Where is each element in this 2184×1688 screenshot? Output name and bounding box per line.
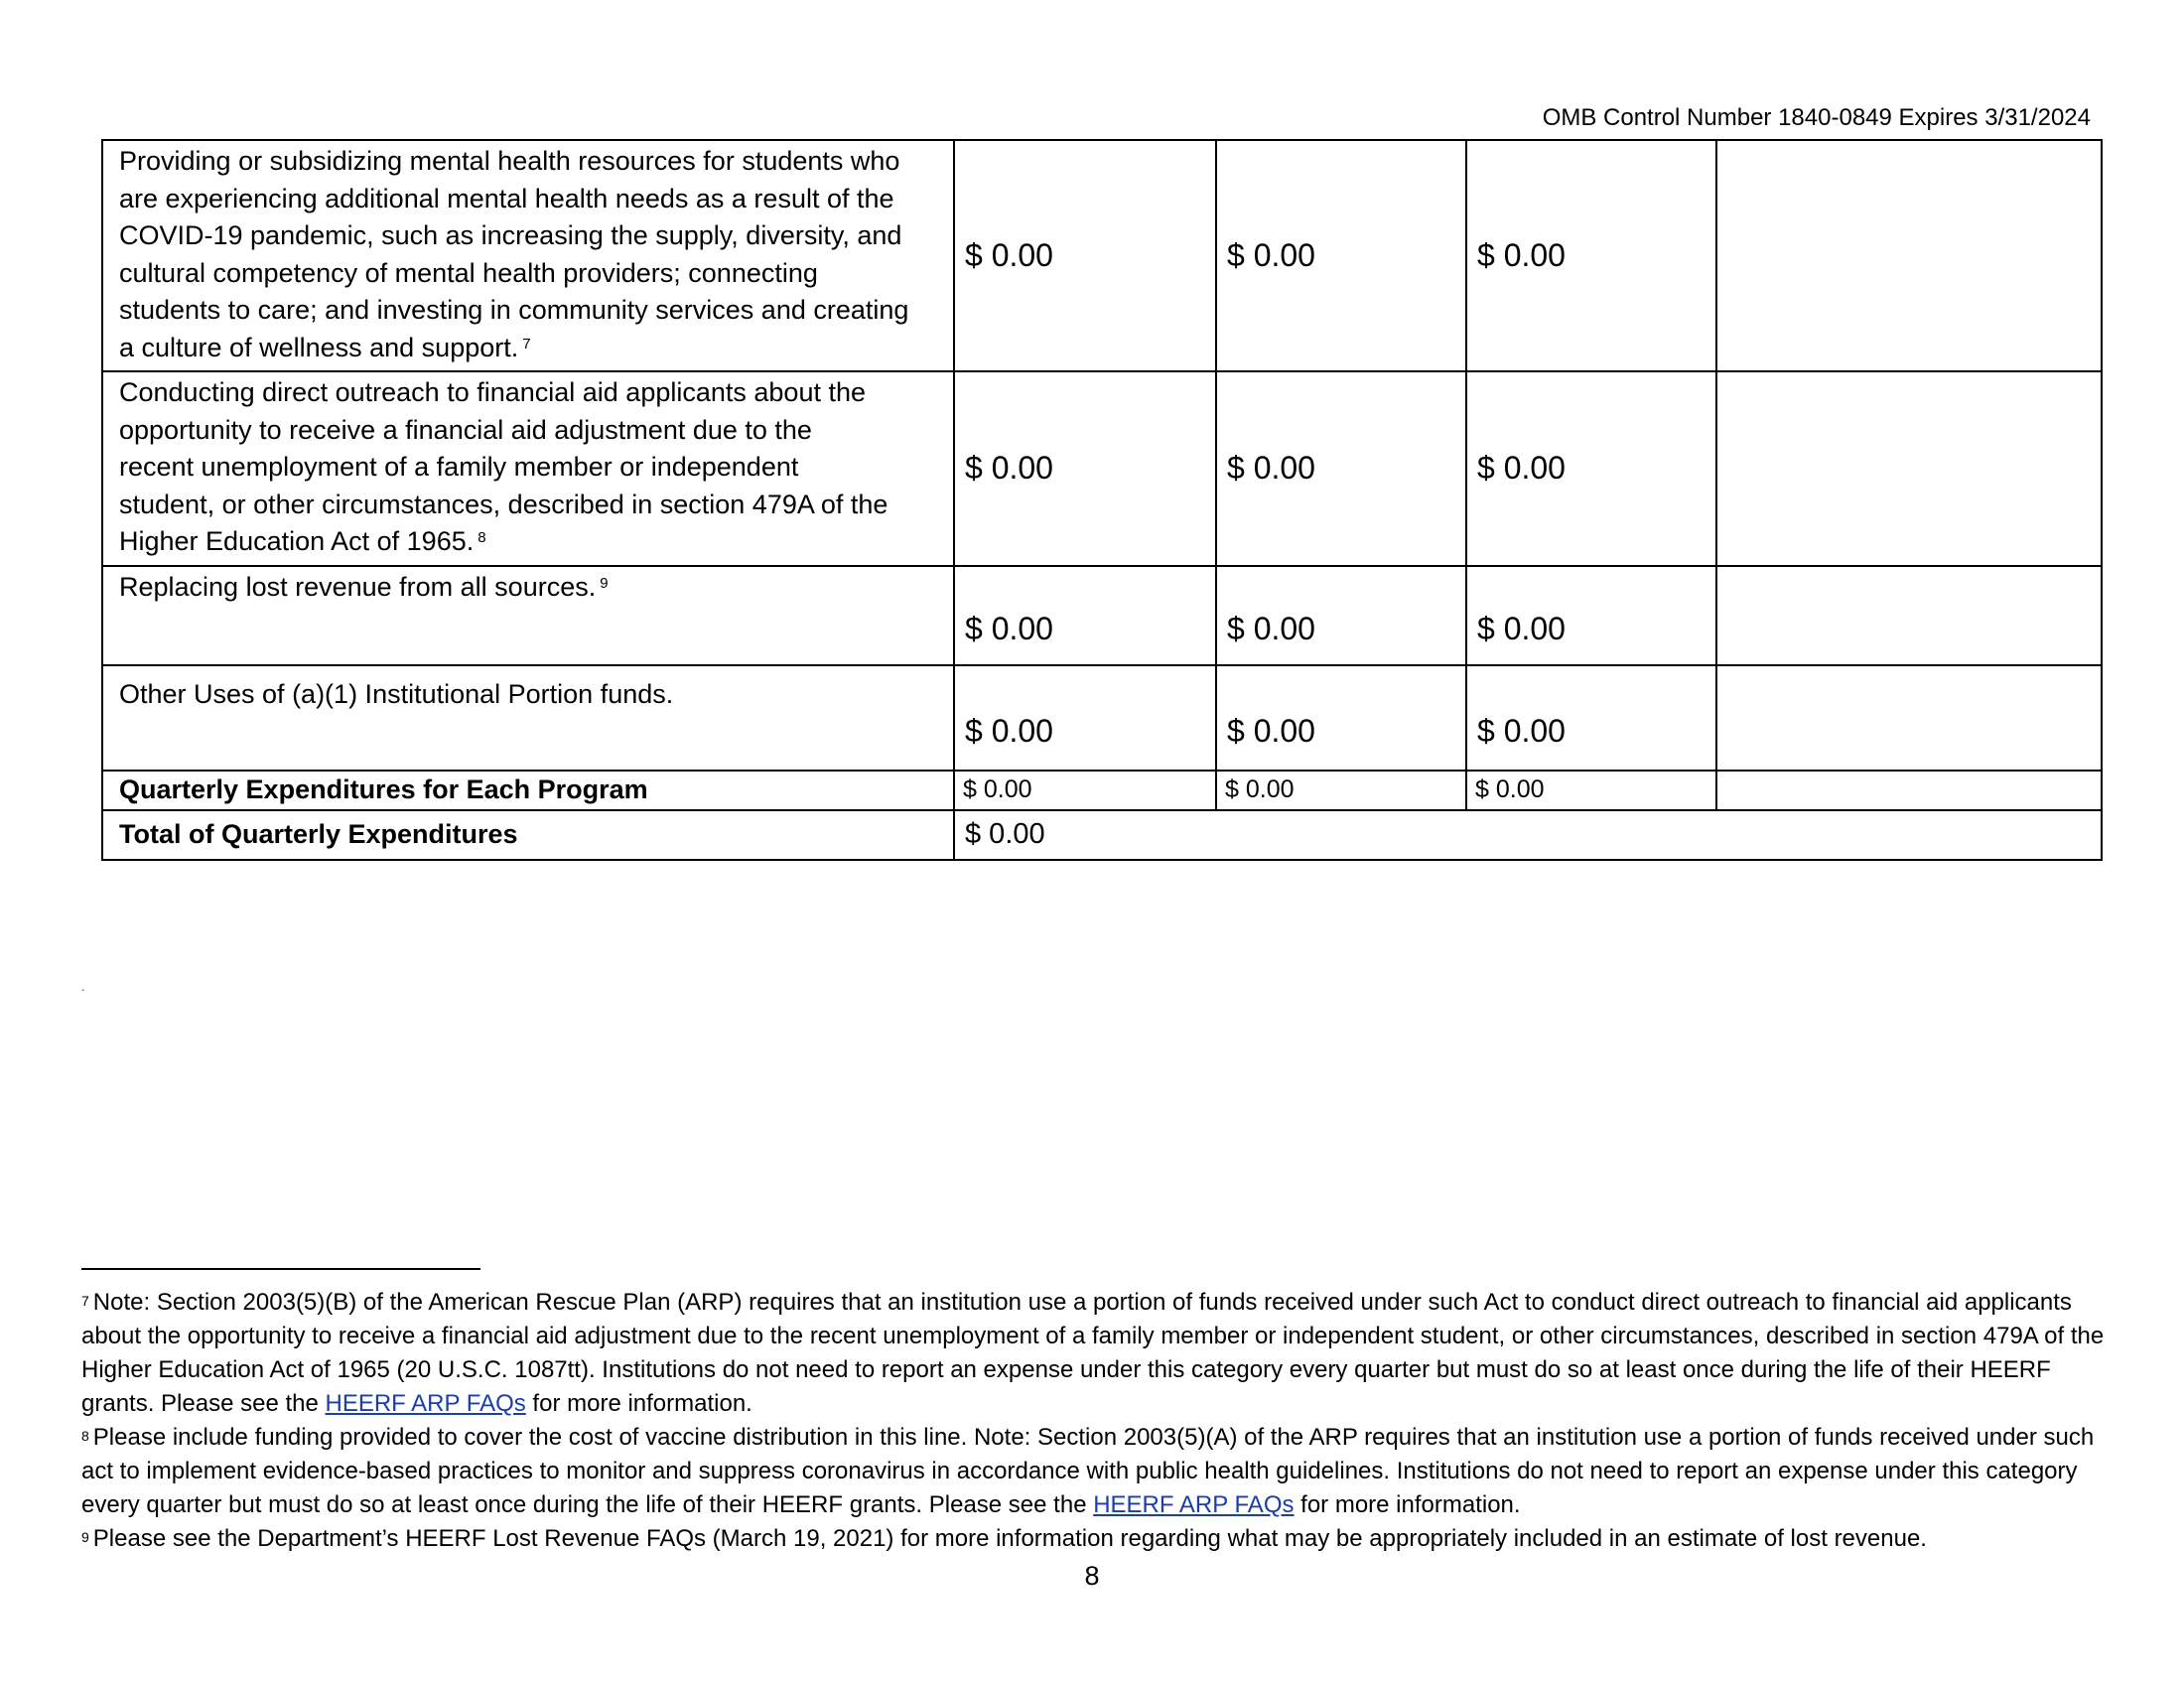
heerf-arp-faqs-link[interactable]: HEERF ARP FAQs [325,1390,526,1417]
amount-q4[interactable] [1716,665,2102,771]
quarterly-q1: $ 0.00 [954,771,1216,810]
stray-mark: ` [81,989,85,1000]
footnote-ref: 8 [478,529,486,546]
total-label: Total of Quarterly Expenditures [102,810,954,860]
quarterly-label: Quarterly Expenditures for Each Program [102,771,954,810]
footnote-7: $^7$ Note: Section 2003(5)(B) of the American Rescue Plan (ARP) requires that an institution use a portion of funds received under such Act to conduct direct outreach to financial aid applicants about the opportunity to receive a financial aid adjustment due to the recent unemployment of a family member or independent student, or other circumstances, described in section 479A of the Higher Education Act of 1965 (20 U.S.C. 1087tt). Institutions do not need to report an expense under this category every quarter but must do so at least once during the life of their HEERF grants. Please see the HEERF ARP FAQs for more information. [81,1289,2105,1417]
total-value: $ 0.00 [954,810,2102,860]
total-row [102,810,2102,860]
footnote-9: $^9$ Please see the Department’s HEERF Lost Revenue FAQs (March 19, 2021) for more information regarding what may be appropriately included in an estimate of lost revenue. [81,1525,1927,1552]
quarterly-q4 [1716,771,2102,810]
amount-q3[interactable]: $ 0.00 [1466,140,1716,371]
amount-q1[interactable]: $ 0.00 [954,566,1216,665]
footnote-8: $^8$ Please include funding provided to cover the cost of vaccine distribution in this line. Note: Section 2003(5)(A) of the ARP requires that an institution use a portion of funds received under such act to implement evidence-based practices to monitor and suppress coronavirus in accordance with public health guidelines. Institutions do not need to report an expense under this category every quarter but must do so at least once during the life of their HEERF grants. Please see the HEERF ARP FAQs for more information. [81,1424,2095,1518]
amount-q2[interactable]: $ 0.00 [1216,566,1466,665]
table-row [102,665,2102,771]
footnote-separator [81,1268,480,1270]
table-row [102,371,2102,566]
table-row [102,140,2102,371]
amount-q1[interactable]: $ 0.00 [954,665,1216,771]
amount-q3[interactable]: $ 0.00 [1466,665,1716,771]
page-number: 8 [1084,1561,1100,1591]
expenditures-table [101,139,2103,861]
omb-control-number: OMB Control Number 1840-0849 Expires 3/31/2024 [1542,104,2091,131]
amount-q3[interactable]: $ 0.00 [1466,371,1716,566]
row-description: Other Uses of (a)(1) Institutional Portion funds. [102,665,954,771]
quarterly-q2: $ 0.00 [1216,771,1466,810]
table-row [102,566,2102,665]
amount-q2[interactable]: $ 0.00 [1216,665,1466,771]
row-description: Replacing lost revenue from all sources. $^9$ [102,566,954,665]
quarterly-expenditures-row [102,771,2102,810]
amount-q4[interactable] [1716,371,2102,566]
footnote-ref: 9 [600,574,609,592]
amount-q1[interactable]: $ 0.00 [954,371,1216,566]
row-description: Conducting direct outreach to financial aid applicants about the opportunity to receive a financial aid adjustment due to the recent unemployment of a family member or independent student, or other circumstances, described in section 479A of the Higher Education Act of 1965. $^8$ [102,371,954,566]
footnotes [81,1286,2116,1556]
amount-q2[interactable]: $ 0.00 [1216,371,1466,566]
heerf-arp-faqs-link[interactable]: HEERF ARP FAQs [1093,1491,1295,1518]
amount-q4[interactable] [1716,140,2102,371]
amount-q4[interactable] [1716,566,2102,665]
amount-q2[interactable]: $ 0.00 [1216,140,1466,371]
row-description: Providing or subsidizing mental health resources for students who are experiencing additional mental health needs as a result of the COVID-19 pandemic, such as increasing the supply, diversity, and cultural competency of mental health providers; connecting students to care; and investing in community services and creating a culture of wellness and support. $^7$ [102,140,954,371]
amount-q1[interactable]: $ 0.00 [954,140,1216,371]
footnote-ref: 7 [522,335,531,352]
quarterly-q3: $ 0.00 [1466,771,1716,810]
amount-q3[interactable]: $ 0.00 [1466,566,1716,665]
